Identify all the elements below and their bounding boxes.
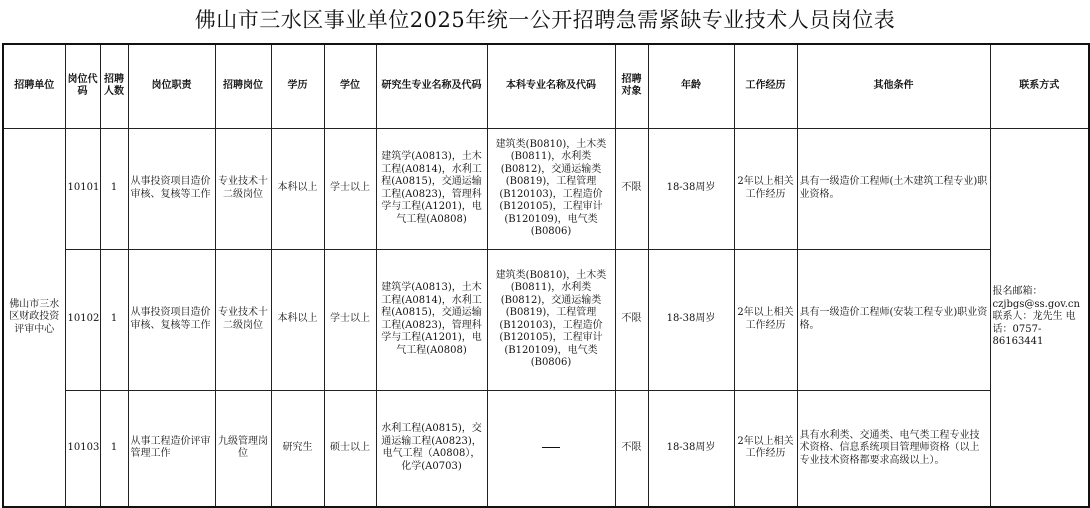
post-cell: 九级管理岗位 [215,390,271,507]
header-other: 其他条件 [797,44,990,128]
header-target: 招聘对象 [615,44,648,128]
ug-major-cell: 建筑类(B0810)，土木类(B0811)，水利类(B0812)，交通运输类(B0819)，工程管理(B120103)，工程造价(B120105)，工程审计(B120109)，电气类(B0806) [487,128,615,249]
other-cell: 具有一级造价工程师(安装工程专业)职业资格。 [797,249,990,390]
edu-cell: 研究生 [271,390,324,507]
grad-major-cell: 水利工程(A0815)，交通运输工程(A0823)，电气工程（A0808），化学(A0703) [376,390,487,507]
table-row [3,128,1089,249]
page-title: 佛山市三水区事业单位2025年统一公开招聘急需紧缺专业技术人员岗位表 [194,8,896,32]
duty-cell: 从事投资项目造价审核、复核等工作 [128,128,215,249]
header-degree: 学位 [324,44,376,128]
table-row [3,390,1089,507]
header-age: 年龄 [648,44,734,128]
header-edu: 学历 [271,44,324,128]
target-cell: 不限 [615,249,648,390]
header-unit: 招聘单位 [3,44,65,128]
age-cell: 18-38周岁 [648,390,734,507]
target-cell: 不限 [615,390,648,507]
ug-major-cell [487,390,615,507]
code-cell: 10102 [65,249,100,390]
header-post: 招聘岗位 [215,44,271,128]
header-exp: 工作经历 [734,44,797,128]
exp-cell: 2年以上相关工作经历 [734,128,797,249]
edu-cell: 本科以上 [271,249,324,390]
code-cell: 10101 [65,128,100,249]
degree-cell: 硕士以上 [324,390,376,507]
header-contact: 联系方式 [990,44,1089,128]
grad-major-cell: 建筑学(A0813)，土木工程(A0814)，水利工程(A0815)，交通运输工程(A0823)，管理科学与工程(A1201)，电气工程(A0808) [376,128,487,249]
duty-cell: 从事投资项目造价审核、复核等工作 [128,249,215,390]
degree-cell: 学士以上 [324,128,376,249]
age-cell: 18-38周岁 [648,128,734,249]
count-cell: 1 [100,128,128,249]
exp-cell: 2年以上相关工作经历 [734,390,797,507]
count-cell: 1 [100,390,128,507]
edu-cell: 本科以上 [271,128,324,249]
post-cell: 专业技术十二级岗位 [215,249,271,390]
post-cell: 专业技术十二级岗位 [215,128,271,249]
header-ug-major: 本科专业名称及代码 [487,44,615,128]
table-row [3,249,1089,390]
position-table [2,43,1090,508]
exp-cell: 2年以上相关工作经历 [734,249,797,390]
degree-cell: 学士以上 [324,249,376,390]
other-cell: 具有一级造价工程师(土木建筑工程专业)职业资格。 [797,128,990,249]
other-cell: 具有水利类、交通类、电气类工程专业技术资格、信息系统项目管理师资格（以上专业技术资格都要求高级以上）。 [797,390,990,507]
unit-cell: 佛山市三水区财政投资评审中心 [3,128,65,507]
header-count: 招聘人数 [100,44,128,128]
grad-major-cell: 建筑学(A0813)，土木工程(A0814)，水利工程(A0815)，交通运输工程(A0823)，管理科学与工程(A1201)，电气工程(A0808) [376,249,487,390]
header-code: 岗位代码 [65,44,100,128]
header-duty: 岗位职责 [128,44,215,128]
contact-cell: 报名邮箱：czjbgs@ss.gov.cn 联系人：龙先生 电话：0757-86163441 [990,128,1089,507]
ug-major-cell: 建筑类(B0810)，土木类(B0811)，水利类(B0812)，交通运输类(B0819)，工程管理(B120103)，工程造价(B120105)，工程审计(B120109)，电气类(B0806) [487,249,615,390]
target-cell: 不限 [615,128,648,249]
code-cell: 10103 [65,390,100,507]
age-cell: 18-38周岁 [648,249,734,390]
duty-cell: 从事工程造价评审管理工作 [128,390,215,507]
count-cell: 1 [100,249,128,390]
header-grad-major: 研究生专业名称及代码 [376,44,487,128]
header-row [3,44,1089,128]
empty-dash [542,447,560,448]
